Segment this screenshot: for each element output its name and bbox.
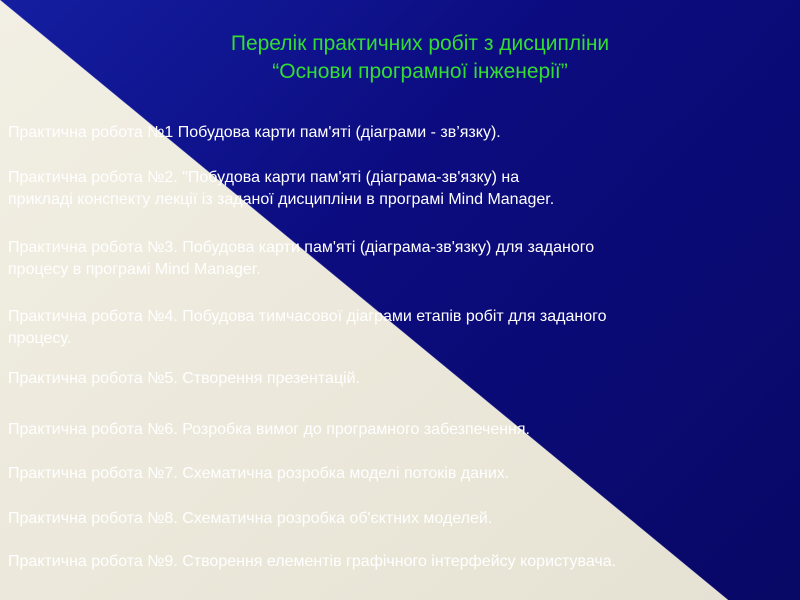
list-item-work-3: Практична робота №3. Побудова карти пам'яті (діаграма-зв'язку) для заданого процесу в програмі Mind Manager.: [8, 239, 595, 278]
slide-title: [0, 30, 800, 86]
list-item-work-8: Практична робота №8. Схематична розробка об'єктних моделей.: [8, 510, 493, 527]
list-item-work-4: Практична робота №4. Побудова тимчасової діаграми етапів робіт для заданого процесу.: [8, 308, 607, 347]
title-line-1: Перелік практичних робіт з дисципліни: [230, 32, 610, 55]
list-item-work-1: Практична робота №1 Побудова карти пам'яті (діаграми - зв’язку).: [8, 124, 501, 141]
list-item-work-2: Практична робота №2. "Побудова карти пам'яті (діаграма-зв'язку) на прикладі конспекту лекції із заданої дисципліни в програмі Mind Manager.: [8, 169, 555, 208]
list-item-work-5: Практична робота №5. Створення презентацій.: [8, 370, 361, 387]
list-item-work-7: Практична робота №7. Схематична розробка моделі потоків даних.: [8, 465, 510, 482]
title-line-2: “Основи програмної інженерії”: [272, 60, 568, 83]
list-item-work-9: Практична робота №9. Створення елементів графічного інтерфейсу користувача.: [8, 553, 617, 570]
list-item-work-6: Практична робота №6. Розробка вимог до програмного забезпечення.: [8, 421, 530, 438]
